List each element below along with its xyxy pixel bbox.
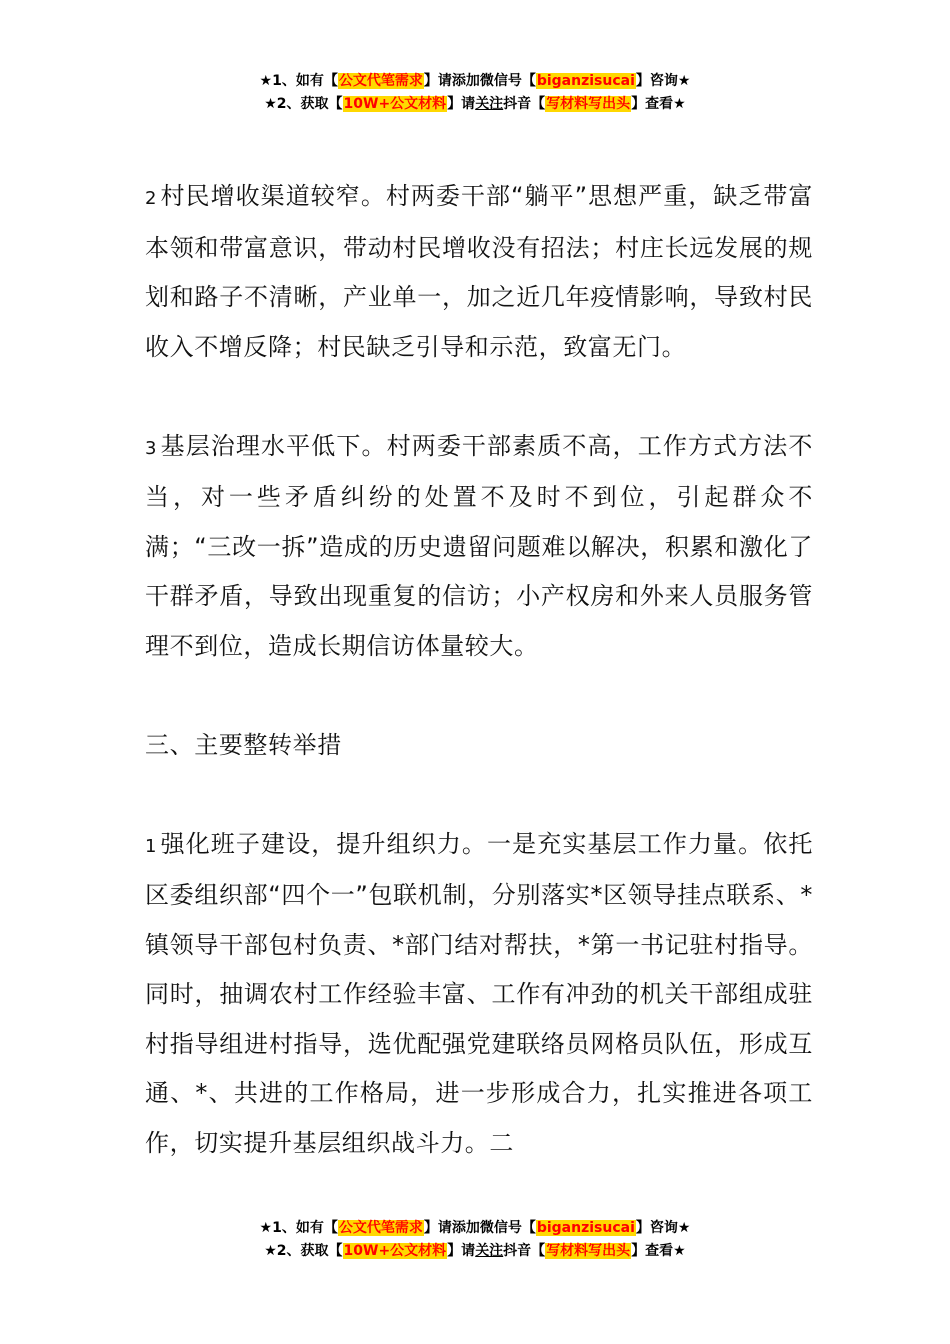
banner-line-1 [0, 1217, 950, 1240]
paragraph-team-building [145, 820, 813, 1169]
paragraph-text: 强化班子建设，提升组织力。一是充实基层工作力量。依托区委组织部“四个一”包联机制，分别落实*区领导挂点联系、*镇领导干部包村负责、*部门结对帮扶，*第一书记驻村指导。同时，抽调农村工作经验丰富、工作有冲劲的机关干部组成驻村指导组进村指导，选优配强党建联络员网格员队伍，形成互通、*、共进的工作格局，进一步形成合力，扎实推进各项工作，切实提升基层组织战斗力。二 [145, 829, 813, 1157]
highlight-wechat-id: biganzisucai [536, 1220, 635, 1236]
banner-text: 】咨询★ [635, 1220, 691, 1236]
banner-text: ★1、如有【 [259, 73, 338, 89]
header-banner [0, 70, 950, 116]
paragraph-number: 1 [145, 835, 158, 857]
banner-text: 】请添加微信号【 [423, 1220, 536, 1236]
banner-text: ★1、如有【 [259, 1220, 338, 1236]
document-body [145, 172, 813, 1168]
paragraph-text: 村民增收渠道较窄。村两委干部“躺平”思想严重，缺乏带富本领和带富意识，带动村民增收没有招法；村庄长远发展的规划和路子不清晰，产业单一，加之近几年疫情影响，导致村民收入不增反降；村民缺乏引导和示范，致富无门。 [145, 182, 813, 361]
highlight-materials: 10W+公文材料 [343, 1243, 447, 1259]
highlight-douyin-account: 写材料写出头 [546, 96, 631, 112]
paragraph-text: 基层治理水平低下。村两委干部素质不高，工作方式方法不当，对一些矛盾纠纷的处置不及时不到位，引起群众不满；“三改一拆”造成的历史遗留问题难以解决，积累和激化了干群矛盾，导致出现重复的信访；小产权房和外来人员服务管理不到位，造成长期信访体量较大。 [145, 431, 813, 660]
banner-text: 】咨询★ [635, 73, 691, 89]
paragraph-number: 2 [145, 188, 158, 209]
highlight-service: 公文代笔需求 [338, 1220, 423, 1236]
section-heading [145, 721, 813, 771]
banner-text: ★2、获取【 [264, 96, 343, 112]
banner-text: 】请 [447, 1243, 476, 1259]
follow-text: 关注 [475, 1243, 504, 1259]
highlight-douyin-account: 写材料写出头 [546, 1243, 631, 1259]
banner-text: ★2、获取【 [264, 1243, 343, 1259]
heading-text: 三、主要整转举措 [145, 730, 342, 759]
banner-text: 抖音【 [503, 1243, 546, 1259]
banner-line-2 [0, 1240, 950, 1263]
banner-text: 】请添加微信号【 [423, 73, 536, 89]
banner-text: 】查看★ [631, 96, 686, 112]
highlight-wechat-id: biganzisucai [536, 73, 635, 89]
banner-text: 】请 [447, 96, 476, 112]
banner-line-1 [0, 70, 950, 93]
highlight-service: 公文代笔需求 [338, 73, 423, 89]
banner-text: 】查看★ [631, 1243, 686, 1259]
paragraph-number: 3 [145, 437, 158, 459]
paragraph-governance [145, 422, 813, 672]
banner-line-2 [0, 93, 950, 116]
banner-text: 抖音【 [503, 96, 546, 112]
follow-text: 关注 [475, 96, 504, 112]
footer-banner [0, 1217, 950, 1263]
paragraph-income [145, 172, 813, 372]
highlight-materials: 10W+公文材料 [343, 96, 447, 112]
